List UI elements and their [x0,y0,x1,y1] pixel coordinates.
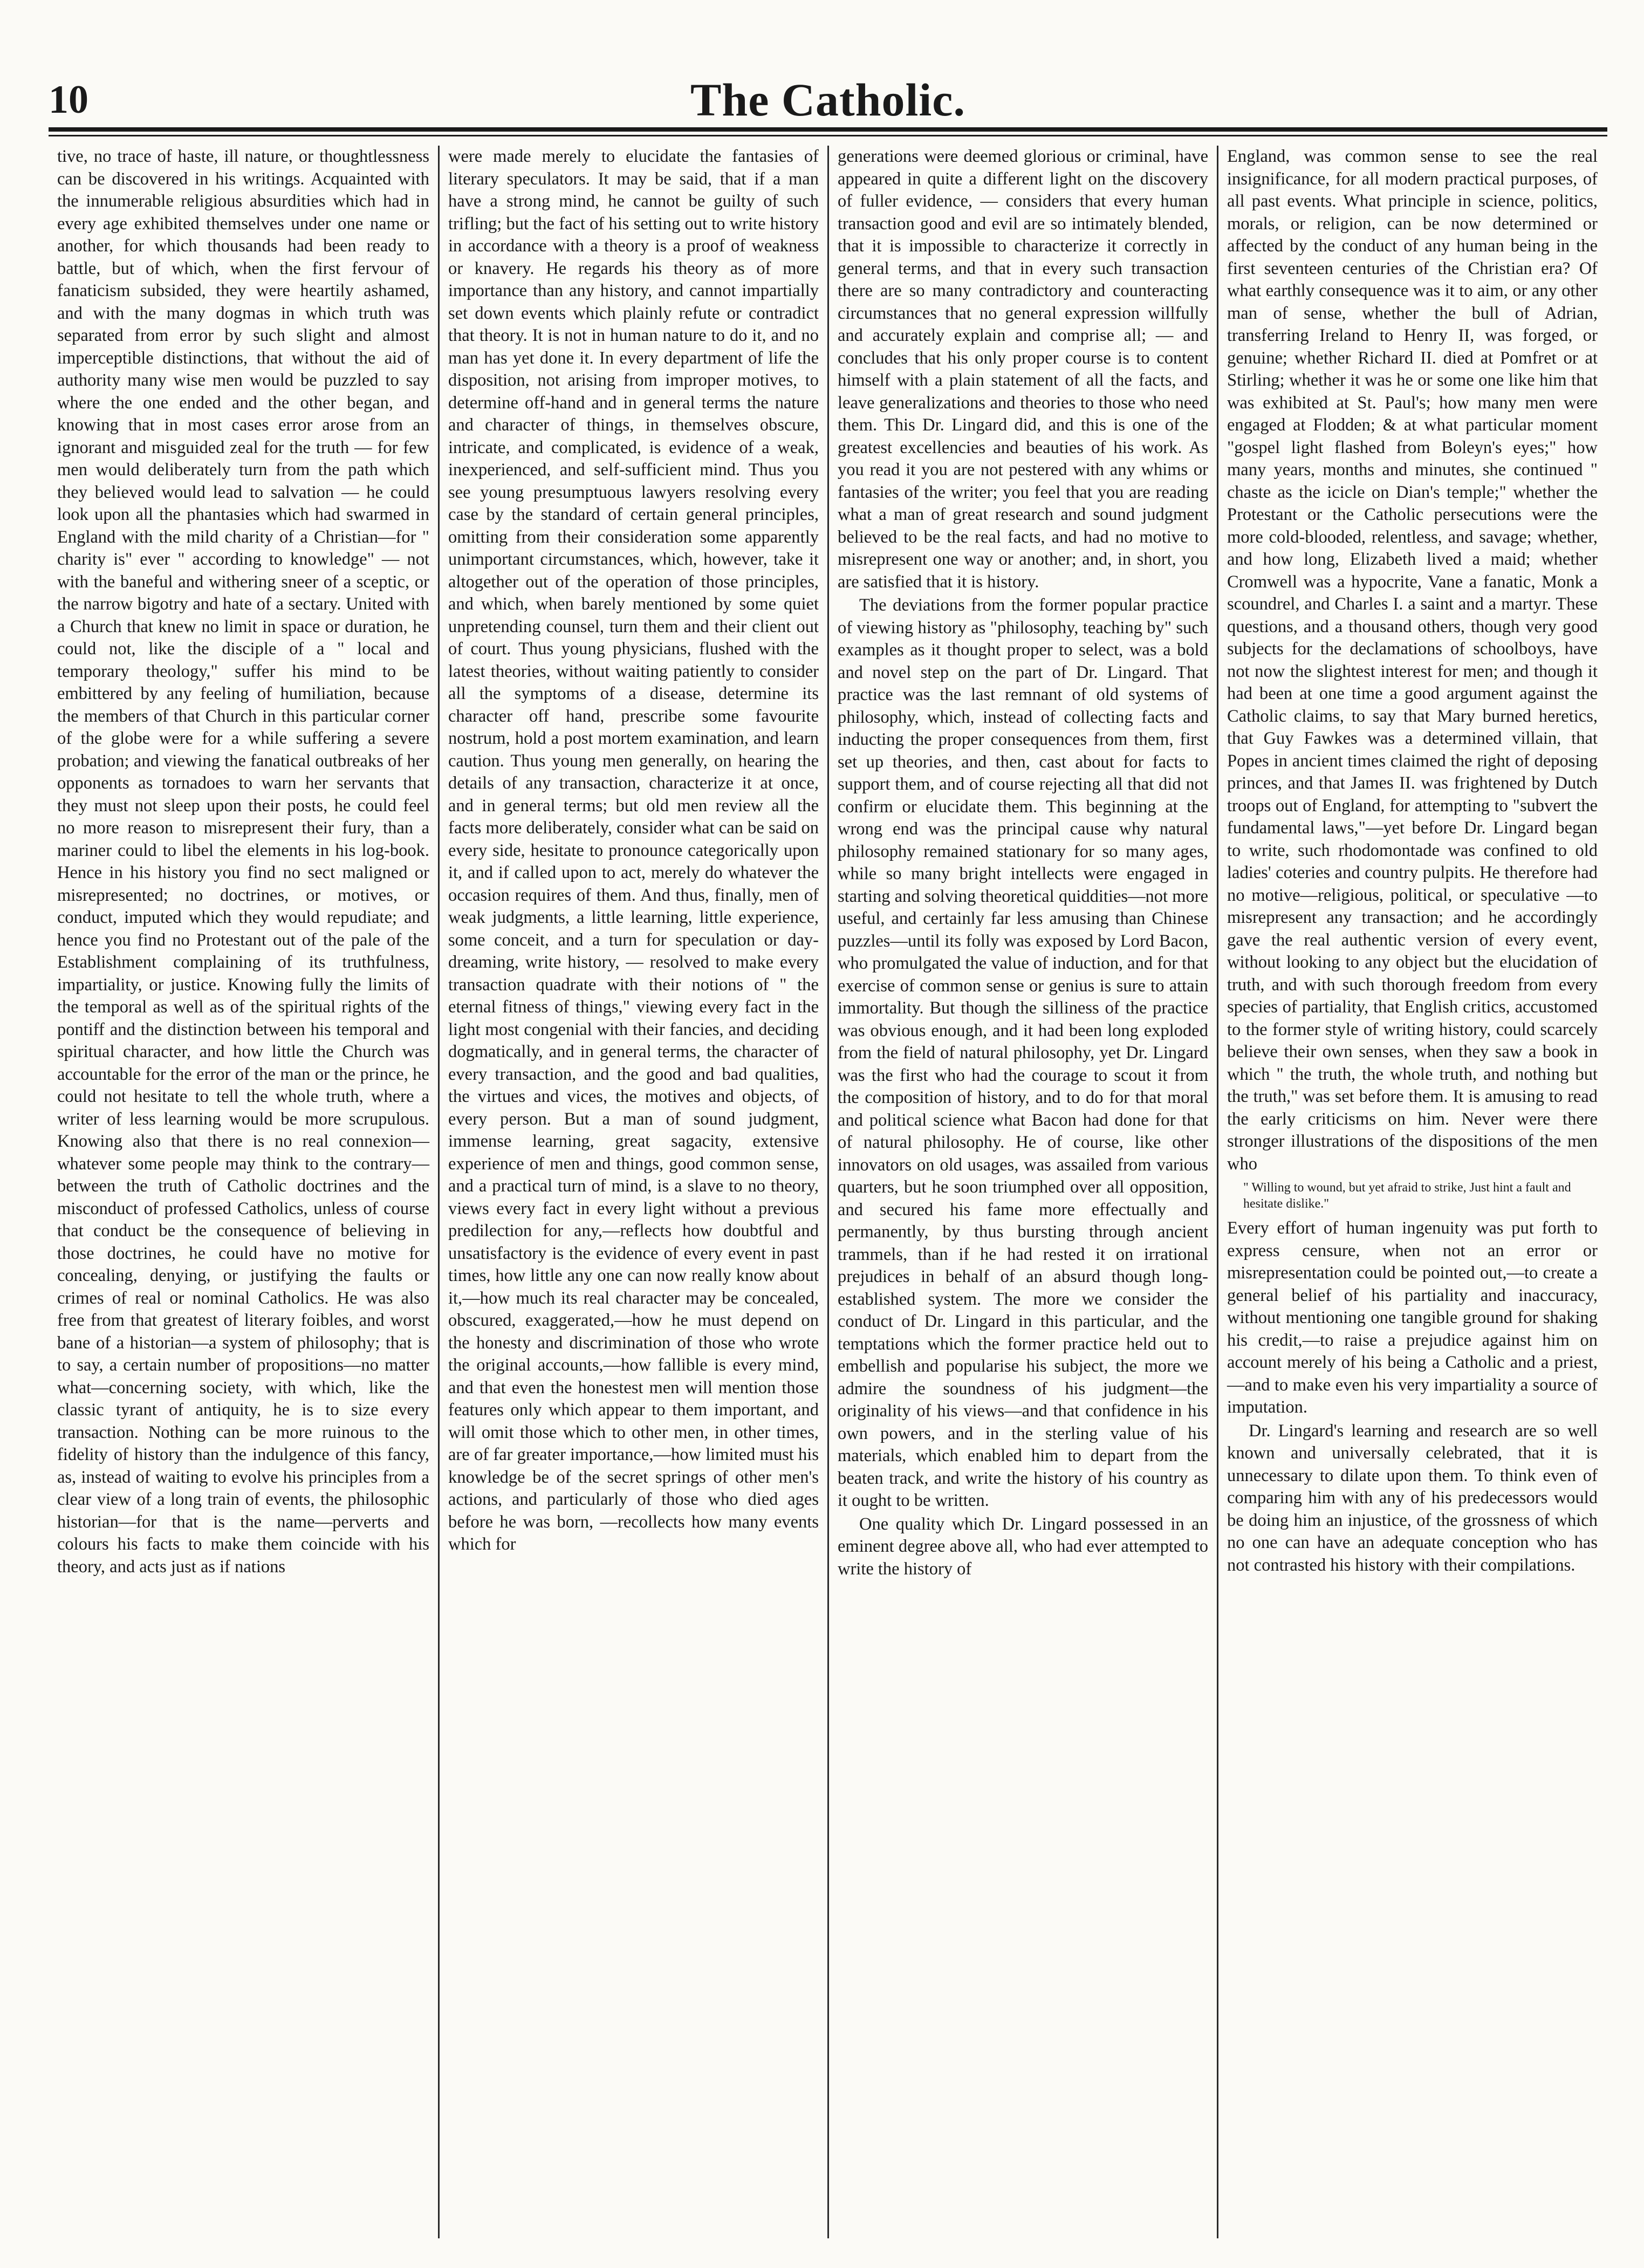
header-rule-thick [49,127,1607,132]
paragraph: Dr. Lingard's learning and research are so well known and universally celebrated, that it is unnecessary to dilate upon them. To think even of comparing him with any of his predecessors would be doing him an injustice, of the grossness of which no one can have an adequate conception who has not contrasted his history with their compilations. [1227,1421,1598,1575]
paragraph: England, was common sense to see the real insignificance, for all modern practical purposes, of all past events. What principle in science, politics, morals, or religion, can be now determined or affected by the conduct of any human being in the first seventeen centuries of the Christian era? Of what earthly consequence was it to aim, or any other man of sense, whether the bull of Adrian, transferring Ireland to Henry II, was forged, or genuine; whether Richard II. died at Pomfret or at Stirling; whether it was he or some one like him that was exhibited at St. Paul's; how many men were engaged at Flodden; & at what particular moment "gospel light flashed from Boleyn's eyes;" how many years, months and minutes, she continued " chaste as the icicle on Dian's temple;" whether the Protestant or the Catholic persecutions were the more cold-blooded, relentless, and savage; whether, and how long, Elizabeth lived a maid; whether Cromwell was a hypocrite, Vane a fanatic, Monk a scoundrel, and Charles I. a saint and a martyr. These questions, and a thousand others, though very good subjects for the declamations of schoolboys, have not now the slightest interest for men; and though it had been at one time a good argument against the Catholic claims, to say that Mary burned heretics, that Guy Fawkes was a determined villain, that Popes in ancient times claimed the right of deposing princes, and that James II. was frightened by Dutch troops out of England, for attempting to "subvert the fundamental laws,"—yet before Dr. Lingard began to write, such rhodomontade was confined to old ladies' coteries and country pulpits. He therefore had no motive—religious, political, or speculative —to misrepresent any transaction; and he accordingly gave the real authentic version of every event, without looking to any object but the elucidation of truth, and with such thorough freedom from every species of partiality, that English critics, accustomed to the former style of writing history, could scarcely believe their own senses, when they saw a book in which " the truth, the whole truth, and nothing but the truth," was set before them. It is amusing to read the early criticisms on him. Never were there stronger illustrations of the dispositions of the men who [1227,147,1598,1174]
header-rule-thin [49,135,1607,136]
masthead-title: The Catholic. [690,74,965,126]
column-2 [438,146,827,2238]
text-columns [49,146,1607,2238]
page-header [49,70,1607,129]
page-number: 10 [49,78,88,122]
paragraph: were made merely to elucidate the fantasies of literary speculators. It may be said, that if a man have a strong mind, he cannot be guilty of such trifling; but the fact of his setting out to write history in accordance with a theory is a proof of weakness or knavery. He regards his theory as of more importance than any history, and cannot impartially set down events which plainly refute or contradict that theory. It is not in human nature to do it, and no man has yet done it. In every department of life the disposition, not arising from improper motives, to determine off-hand and in general terms the nature and character of things, in themselves obscure, intricate, and complicated, is evidence of a weak, inexperienced, and self-sufficient mind. Thus you see young presumptuous lawyers resolving every case by the standard of certain general principles, omitting from their consideration some apparently unimportant circumstances, which, however, take it altogether out of the operation of those principles, and which, when barely mentioned by some quiet unpretending counsel, turn them and their client out of court. Thus young physicians, flushed with the latest theories, without waiting patiently to consider all the symptoms of a disease, determine its character off hand, prescribe some favourite nostrum, hold a post mortem examination, and learn caution. Thus young men generally, on hearing the details of any transaction, characterize it at once, and in general terms; but old men review all the facts more deliberately, consider what can be said on every side, hesitate to pronounce categorically upon it, and if called upon to act, merely do whatever the occasion requires of them. And thus, finally, men of weak judgments, a little learning, little experience, some conceit, and a turn for speculation or day-dreaming, write history, — resolved to make every transaction quadrate with their notions of " the eternal fitness of things," viewing every fact in the light most congenial with their fancies, and deciding dogmatically, and in general terms, the character of every transaction, and the good and bad qualities, the virtues and vices, the motives and objects, of every person. But a man of sound judgment, immense learning, great sagacity, extensive experience of men and things, good common sense, and a practical turn of mind, is a slave to no theory, views every fact in every light without a previous predilection for any,—reflects how doubtful and unsatisfactory is the evidence of every event in past times, how little any one can now really know about it,—how much its real character may be concealed, obscured, exaggerated,—how he must depend on the honesty and discrimination of those who wrote the original accounts,—how fallible is every mind, and that even the honestest men will mention those features only which appear to them important, and will omit those which to other men, in other times, are of far greater importance,—how limited must his knowledge be of the secret springs of other men's actions, and particularly of those who died ages before he was born, —recollects how many events which for [448,147,819,1554]
paragraph: tive, no trace of haste, ill nature, or thoughtlessness can be discovered in his writings. Acquainted with the innumerable religious absurdities which had in every age exhibited themselves under one name or another, for which thousands had been ready to battle, but of which, when the first fervour of fanaticism subsided, they were heartily ashamed, and with the many dogmas in which truth was separated from error by such slight and almost imperceptible distinctions, that without the aid of authority many wise men would be puzzled to say where the one ended and the other began, and knowing that in most cases error arose from an ignorant and misguided zeal for the truth — for few men would deliberately turn from the path which they believed would lead to salvation — he could look upon all the phantasies which had swarmed in England with the mild charity of a Christian—for " charity is" ever " according to knowledge" — not with the baneful and withering sneer of a sceptic, or the narrow bigotry and hate of a sectary. United with a Church that knew no limit in space or duration, he could not, like the disciple of a " local and temporary theology," suffer his mind to be embittered by any feeling of humiliation, because the members of that Church in this particular corner of the globe were for a while suffering a severe probation; and viewing the fanatical outbreaks of her opponents as tornadoes to warn her servants that they must not sleep upon their posts, he could feel no more reason to misrepresent their fury, than a mariner could to libel the elements in his log-book. Hence in his history you find no sect maligned or misrepresented; no doctrines, or motives, or conduct, imputed which they would repudiate; and hence you find no Protestant out of the pale of the Establishment complaining of its truthfulness, impartiality, or justice. Knowing fully the limits of the temporal as well as of the spiritual rights of the pontiff and the distinction between his temporal and spiritual character, and how little the Church was accountable for the error of the man or the prince, he could not hesitate to tell the whole truth, where a writer of less learning would be more scrupulous. Knowing also that there is no real connexion—whatever some people may think to the contrary—between the truth of Catholic doctrines and the misconduct of professed Catholics, unless of course that conduct be the consequence of believing in those doctrines, he could have no motive for concealing, denying, or justifying the faults or crimes of real or nominal Catholics. He was also free from that greatest of literary foibles, and worst bane of a historian—a system of philosophy; that is to say, a certain number of propositions—no matter what—concerning society, with which, like the classic tyrant of antiquity, he is to size every transaction. Nothing can be more ruinous to the fidelity of history than the indulgence of this fancy, as, instead of waiting to evolve his principles from a clear view of a long train of events, the philosophic historian—for that is the name—perverts and colours his facts to make them coincide with his theory, and acts just as if nations [57,147,429,1577]
paragraph: generations were deemed glorious or criminal, have appeared in quite a different light on the discovery of fuller evidence, — considers that every human transaction good and evil are so intimately blended, that it is impossible to characterize it correctly in general terms, and that in every such transaction there are so many contradictory and counteracting circumstances that no general expression willfully and accurately explain and comprise all; — and concludes that his only proper course is to content himself with a plain statement of all the facts, and leave generalizations and theories to those who need them. This Dr. Lingard did, and this is one of the greatest excellencies and beauties of his work. As you read it you are not pestered with any whims or fantasies of the writer; you feel that you are reading what a man of great research and sound judgment believed to be the real facts, and had no motive to misrepresent one way or another; and, in short, you are satisfied that it is history. [838,147,1208,592]
column-1 [49,146,438,2238]
verse-quotation: " Willing to wound, but yet afraid to strike, Just hint a fault and hesitate dislike." [1243,1181,1571,1211]
paragraph: Every effort of human ingenuity was put forth to express censure, when not an error or misrepresentation could be pointed out,—to create a general belief of his partiality and inaccuracy, without mentioning one tangible ground for shaking his credit,—to raise a prejudice against him on account merely of his being a Catholic and a priest,—and to make even his very impartiality a source of imputation. [1227,1218,1598,1417]
column-4 [1217,146,1606,2238]
paragraph: One quality which Dr. Lingard possessed in an eminent degree above all, who had ever attempted to write the history of [838,1514,1208,1579]
paragraph: The deviations from the former popular practice of viewing history as "philosophy, teaching by" such examples as it thought proper to select, was a bold and novel step on the part of Dr. Lingard. That practice was the last remnant of old systems of philosophy, which, instead of collecting facts and inducting the proper consequences from them, first set up theories, and then, cast about for facts to support them, and of course rejecting all that did not confirm or elucidate them. This beginning at the wrong end was the principal cause why natural philosophy remained stationary for so many ages, while so many bright intellects were engaged in starting and solving theoretical quiddities—not more useful, and certainly far less amusing than Chinese puzzles—until its folly was exposed by Lord Bacon, who promulgated the value of induction, and for that exercise of common sense or genius is sure to attain immortality. But though the silliness of the practice was obvious enough, and it had been long exploded from the field of natural philosophy, yet Dr. Lingard was the first who had the courage to scout it from the composition of history, and to do for that moral and political science what Bacon had done for that of natural philosophy. He of course, like other innovators on old usages, was assailed from various quarters, but he soon triumphed over all opposition, and secured his fame more effectually and permanently, by thus bursting through ancient trammels, than if he had rested it on irrational prejudices in behalf of an absurd though long-established system. The more we consider the conduct of Dr. Lingard in this particular, and the temptations which the former practice held out to embellish and popularise his subject, the more we admire the soundness of his judgment—the originality of his views—and that confidence in his own powers, and in the sterling value of his materials, which enabled him to depart from the beaten track, and write the history of his country as it ought to be written. [838,595,1208,1510]
column-3 [827,146,1217,2238]
